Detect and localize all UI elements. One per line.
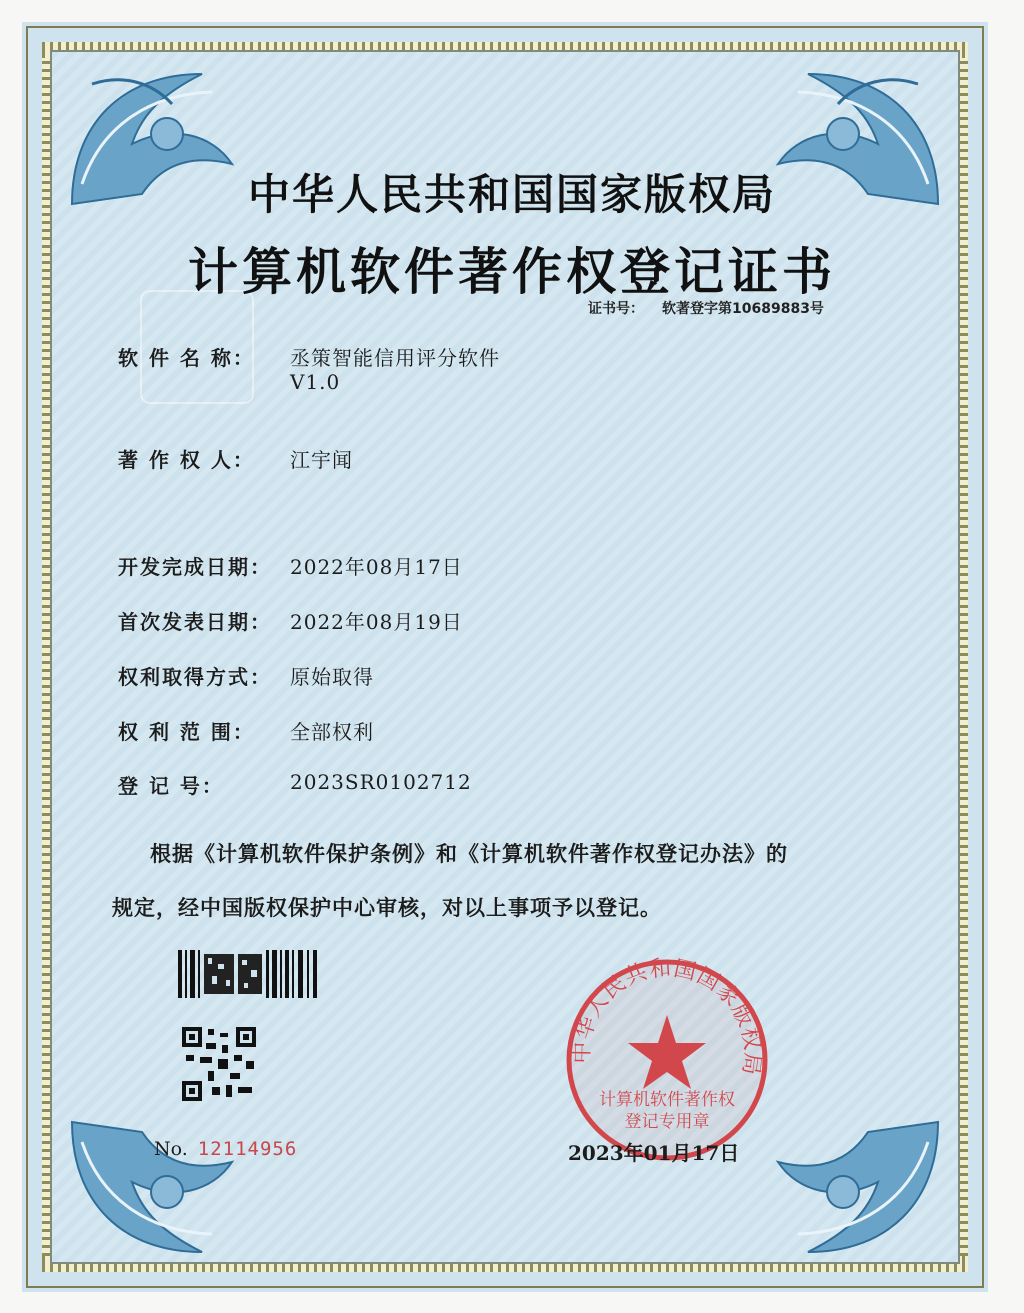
serial-number-label: No. [154, 1138, 188, 1160]
field-value: 江宇闻 [290, 448, 353, 472]
field-value-version: V1.0 [290, 370, 341, 394]
qr-code-icon [182, 1027, 256, 1101]
field-value: 2023SR0102712 [290, 770, 472, 794]
svg-text:中华人民共和国国家版权局: 中华人民共和国国家版权局 [569, 955, 765, 1078]
legal-text-line-2: 规定，经中国版权保护中心审核，对以上事项予以登记。 [112, 895, 662, 920]
official-seal-stamp [562, 955, 772, 1165]
certificate-number-label: 证书号： [588, 301, 644, 317]
certificate-title: 计算机软件著作权登记证书 [188, 242, 836, 301]
corner-ornament-bottom-left [62, 1112, 292, 1262]
certificate-number [588, 298, 824, 318]
svg-text:计算机软件著作权: 计算机软件著作权 [599, 1090, 735, 1110]
field-label: 开发完成日期： [118, 555, 272, 579]
legal-text-line-1: 根据《计算机软件保护条例》和《计算机软件著作权登记办法》的 [150, 841, 788, 866]
field-label: 首次发表日期： [118, 610, 272, 634]
serial-number-value: 12114956 [197, 1138, 298, 1160]
field-value: 2022年08月19日 [290, 610, 463, 634]
field-label: 权利取得方式： [118, 665, 272, 689]
certificate-number-value: 软著登字第10689883号 [662, 301, 824, 317]
issue-date: 2023年01月17日 [568, 1141, 740, 1165]
svg-text:登记专用章: 登记专用章 [624, 1112, 710, 1132]
field-label: 登 记 号： [118, 774, 224, 798]
field-value: 原始取得 [290, 665, 374, 689]
field-label: 权 利 范 围： [118, 720, 255, 744]
field-label: 著 作 权 人： [118, 448, 255, 472]
serial-number [154, 1138, 297, 1160]
field-value: 2022年08月17日 [290, 555, 463, 579]
barcode-icon [178, 950, 318, 998]
field-label: 软 件 名 称： [118, 346, 255, 370]
issuing-authority: 中华人民共和国国家版权局 [247, 170, 776, 219]
field-value: 全部权利 [290, 720, 374, 744]
field-value: 丞策智能信用评分软件 [290, 346, 500, 370]
